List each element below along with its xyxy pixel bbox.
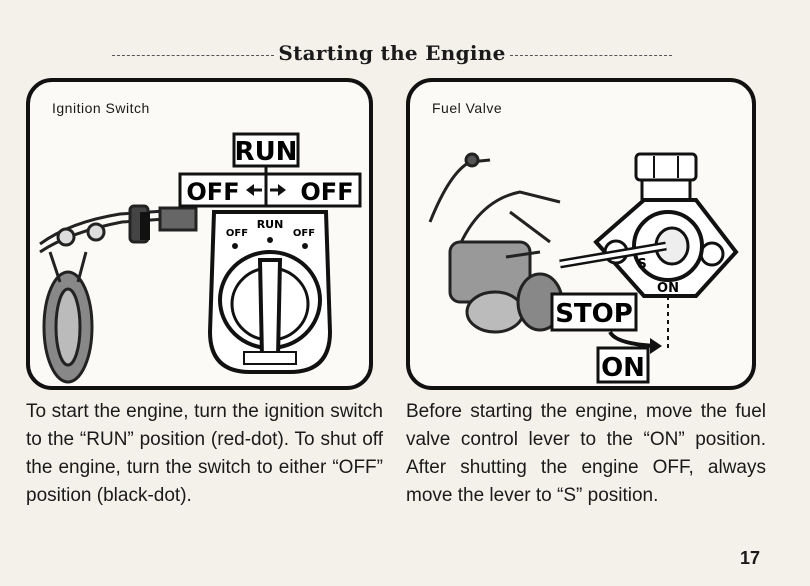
page-header [112, 40, 672, 66]
fuel-valve-instructions: Before starting the engine, move the fuel valve control lever to the “ON” position. After shutting the engine OFF, always move the lever to “S” position. [406, 401, 766, 506]
stop-sign-text: STOP [555, 299, 633, 329]
off-sign-left-text: OFF [186, 178, 240, 206]
ignition-switch-label: Ignition Switch [52, 100, 150, 116]
valve-s-mark: S [637, 257, 647, 272]
fuel-valve-panel [406, 78, 756, 390]
ignition-switch-illustration [30, 82, 370, 386]
off-sign-right-text: OFF [300, 178, 354, 206]
fuel-valve-icon [560, 154, 736, 296]
page-number: 17 [740, 548, 761, 568]
on-sign-text: ON [601, 353, 645, 383]
ignition-instructions: To start the engine, turn the ignition switch to the “RUN” position (red-dot). To shut off the engine, turn the switch to either “OFF” position (black-dot). [26, 401, 383, 506]
header-rule-left [112, 55, 274, 56]
dial-off-right-text: OFF [292, 228, 316, 239]
fuel-valve-illustration [410, 82, 752, 386]
dial-off-left-text: OFF [225, 228, 249, 239]
motorcycle-handlebar-icon [40, 206, 196, 382]
dial-run-text: RUN [256, 218, 284, 231]
valve-on-mark: ON [657, 281, 679, 296]
ignition-switch-panel [26, 78, 373, 390]
switch-key-lever [260, 260, 280, 358]
run-sign-text: RUN [234, 137, 298, 167]
header-rule-right [510, 55, 672, 56]
motorcycle-engine-icon [430, 154, 562, 332]
ignition-key-icon [140, 212, 150, 240]
fuel-valve-label: Fuel Valve [432, 100, 503, 116]
page-title: Starting the Engine [278, 41, 506, 65]
